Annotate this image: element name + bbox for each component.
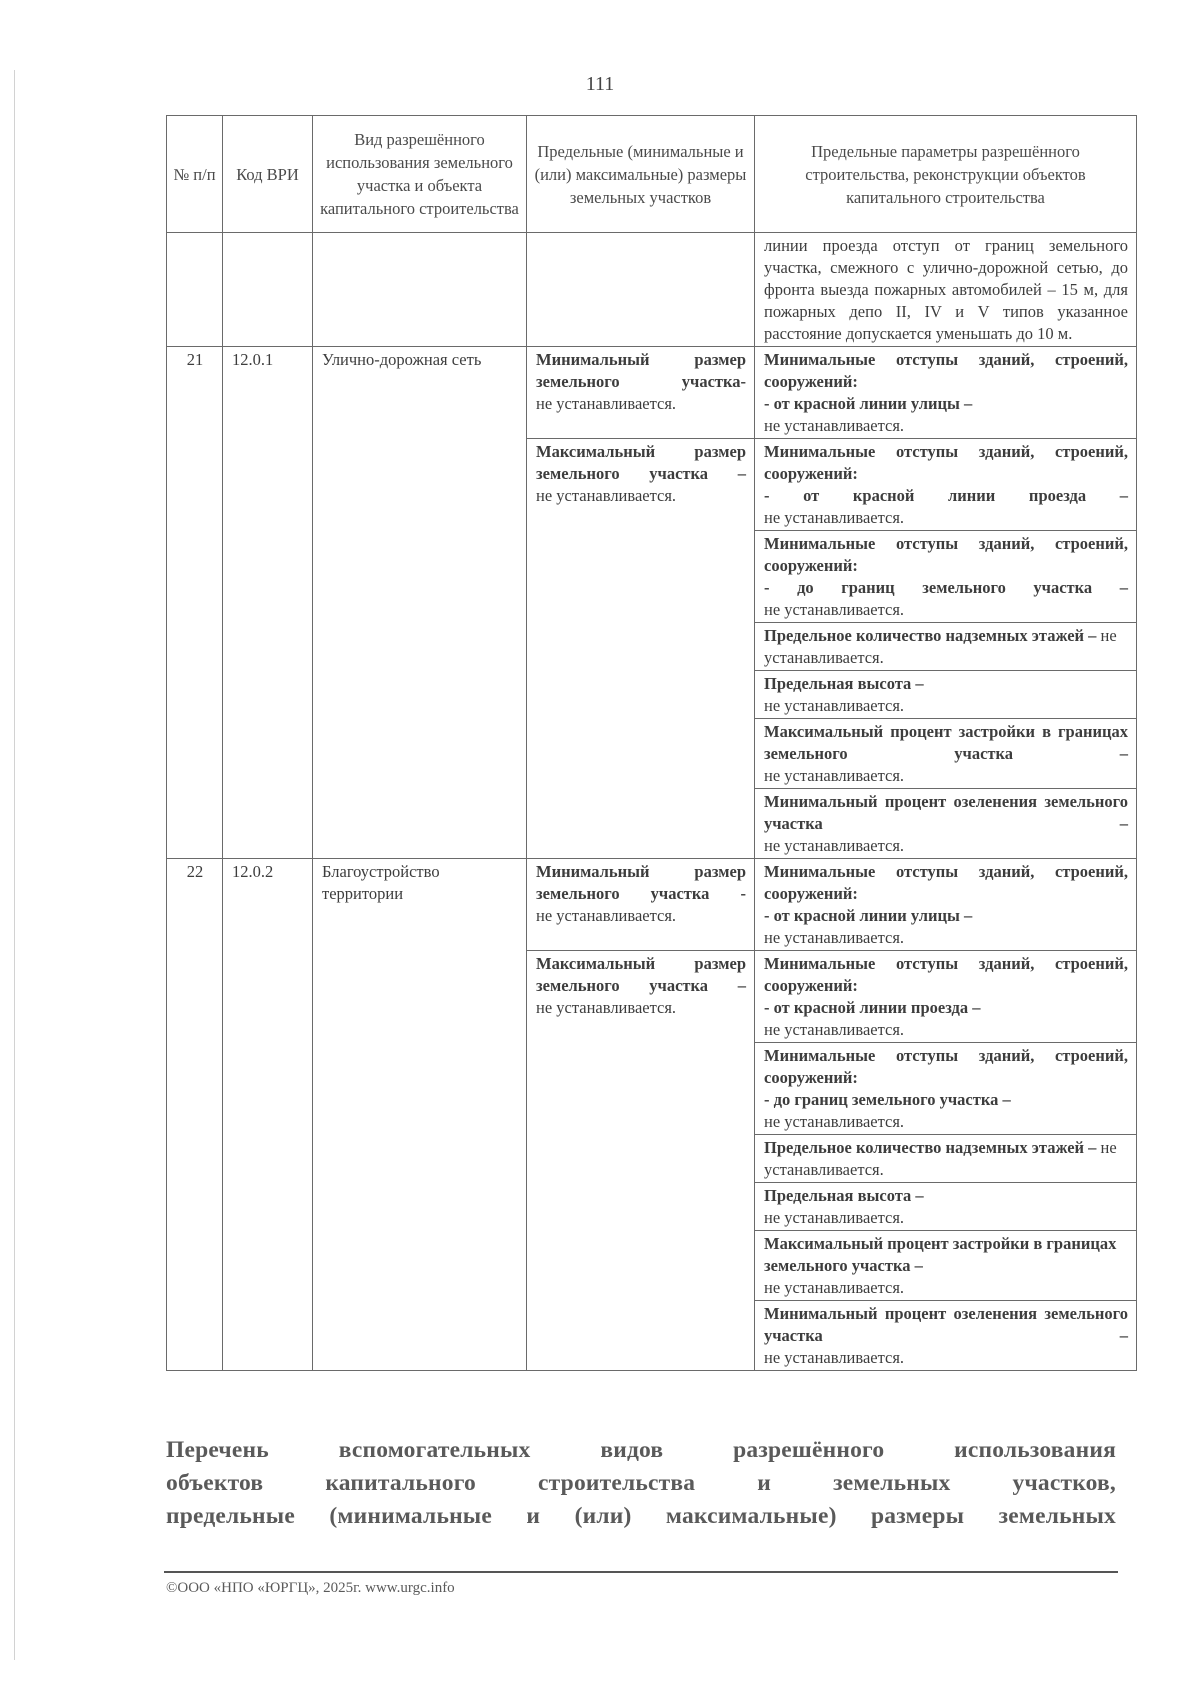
footer-divider [164,1571,1118,1573]
header-kind: Вид разрешённого использования земельного участка и объекта капитального строительства [313,116,527,233]
max-size-label: Максимальный размер земельного участка – [536,442,746,483]
section-heading: Перечень вспомогательных видов разрешённого использования объектов капитального строительства и земельных участков, предельные (минимальные и (или) максимальные) размеры земельных [166,1437,1116,1529]
param-cell: Минимальные отступы зданий, строений, сооружений: - до границ земельного участка – не устанавливается. [755,1043,1137,1135]
row-num: 22 [167,859,223,1371]
footer-copyright: ©ООО «НПО «ЮРГЦ», 2025г. www.urgc.info [166,1580,455,1596]
param-cell: Минимальный процент озеленения земельного участка – не устанавливается. [755,789,1137,859]
min-size-cell [527,347,755,439]
row-num: 21 [167,347,223,859]
param-cell: Предельное количество надземных этажей – не устанавливается. [755,1135,1137,1183]
min-size-label: Минимальный размер земельного участка- [536,350,746,391]
min-size-value: не устанавливается. [536,906,677,925]
min-size-value: не устанавливается. [536,394,677,413]
param-cell: Минимальные отступы зданий, строений, сооружений: - от красной линии улицы – не устанавливается. [755,859,1137,951]
param-cell: Минимальный процент озеленения земельного участка – не устанавливается. [755,1301,1137,1371]
row-code: 12.0.1 [223,347,313,859]
header-num: № п/п [167,116,223,233]
max-size-value: не устанавливается. [536,998,677,1017]
param-cell: Предельная высота – не устанавливается. [755,671,1137,719]
row-code: 12.0.2 [223,859,313,1371]
max-size-cell [527,951,755,1371]
continuation-text: линии проезда отступ от границ земельного участка, смежного с улично-дорожной сетью, до фронта выезда пожарных автомобилей – 15 м, для пожарных депо II, IV и V типов указанное расстояние допускается уменьшать до 10 м. [755,233,1137,347]
param-cell: Минимальные отступы зданий, строений, сооружений: - от красной линии улицы – не устанавливается. [755,347,1137,439]
header-params: Предельные параметры разрешённого строительства, реконструкции объектов капитального строительства [755,116,1137,233]
max-size-cell [527,439,755,859]
param-cell: Минимальные отступы зданий, строений, сооружений: - от красной линии проезда – не устанавливается. [755,439,1137,531]
row-kind: Улично-дорожная сеть [313,347,527,859]
param-cell: Предельная высота – не устанавливается. [755,1183,1137,1231]
param-cell: Предельное количество надземных этажей – не устанавливается. [755,623,1137,671]
param-cell: Максимальный процент застройки в границах земельного участка – не устанавливается. [755,719,1137,789]
scan-edge-line [14,70,15,1660]
header-sizes: Предельные (минимальные и (или) максимальные) размеры земельных участков [527,116,755,233]
table-row [167,859,1137,951]
table-row-continuation [167,233,1137,347]
param-cell: Минимальные отступы зданий, строений, сооружений: - до границ земельного участка – не устанавливается. [755,531,1137,623]
row-kind: Благоустройство территории [313,859,527,1371]
header-code: Код ВРИ [223,116,313,233]
table-header-row [167,116,1137,233]
max-size-value: не устанавливается. [536,486,677,505]
param-cell: Максимальный процент застройки в границах земельного участка – не устанавливается. [755,1231,1137,1301]
min-size-cell [527,859,755,951]
max-size-label: Максимальный размер земельного участка – [536,954,746,995]
min-size-label: Минимальный размер земельного участка - [536,862,746,903]
page-number: 111 [585,73,615,95]
regulations-table [166,115,1137,1371]
table-row [167,347,1137,439]
param-cell: Минимальные отступы зданий, строений, сооружений: - от красной линии проезда – не устанавливается. [755,951,1137,1043]
